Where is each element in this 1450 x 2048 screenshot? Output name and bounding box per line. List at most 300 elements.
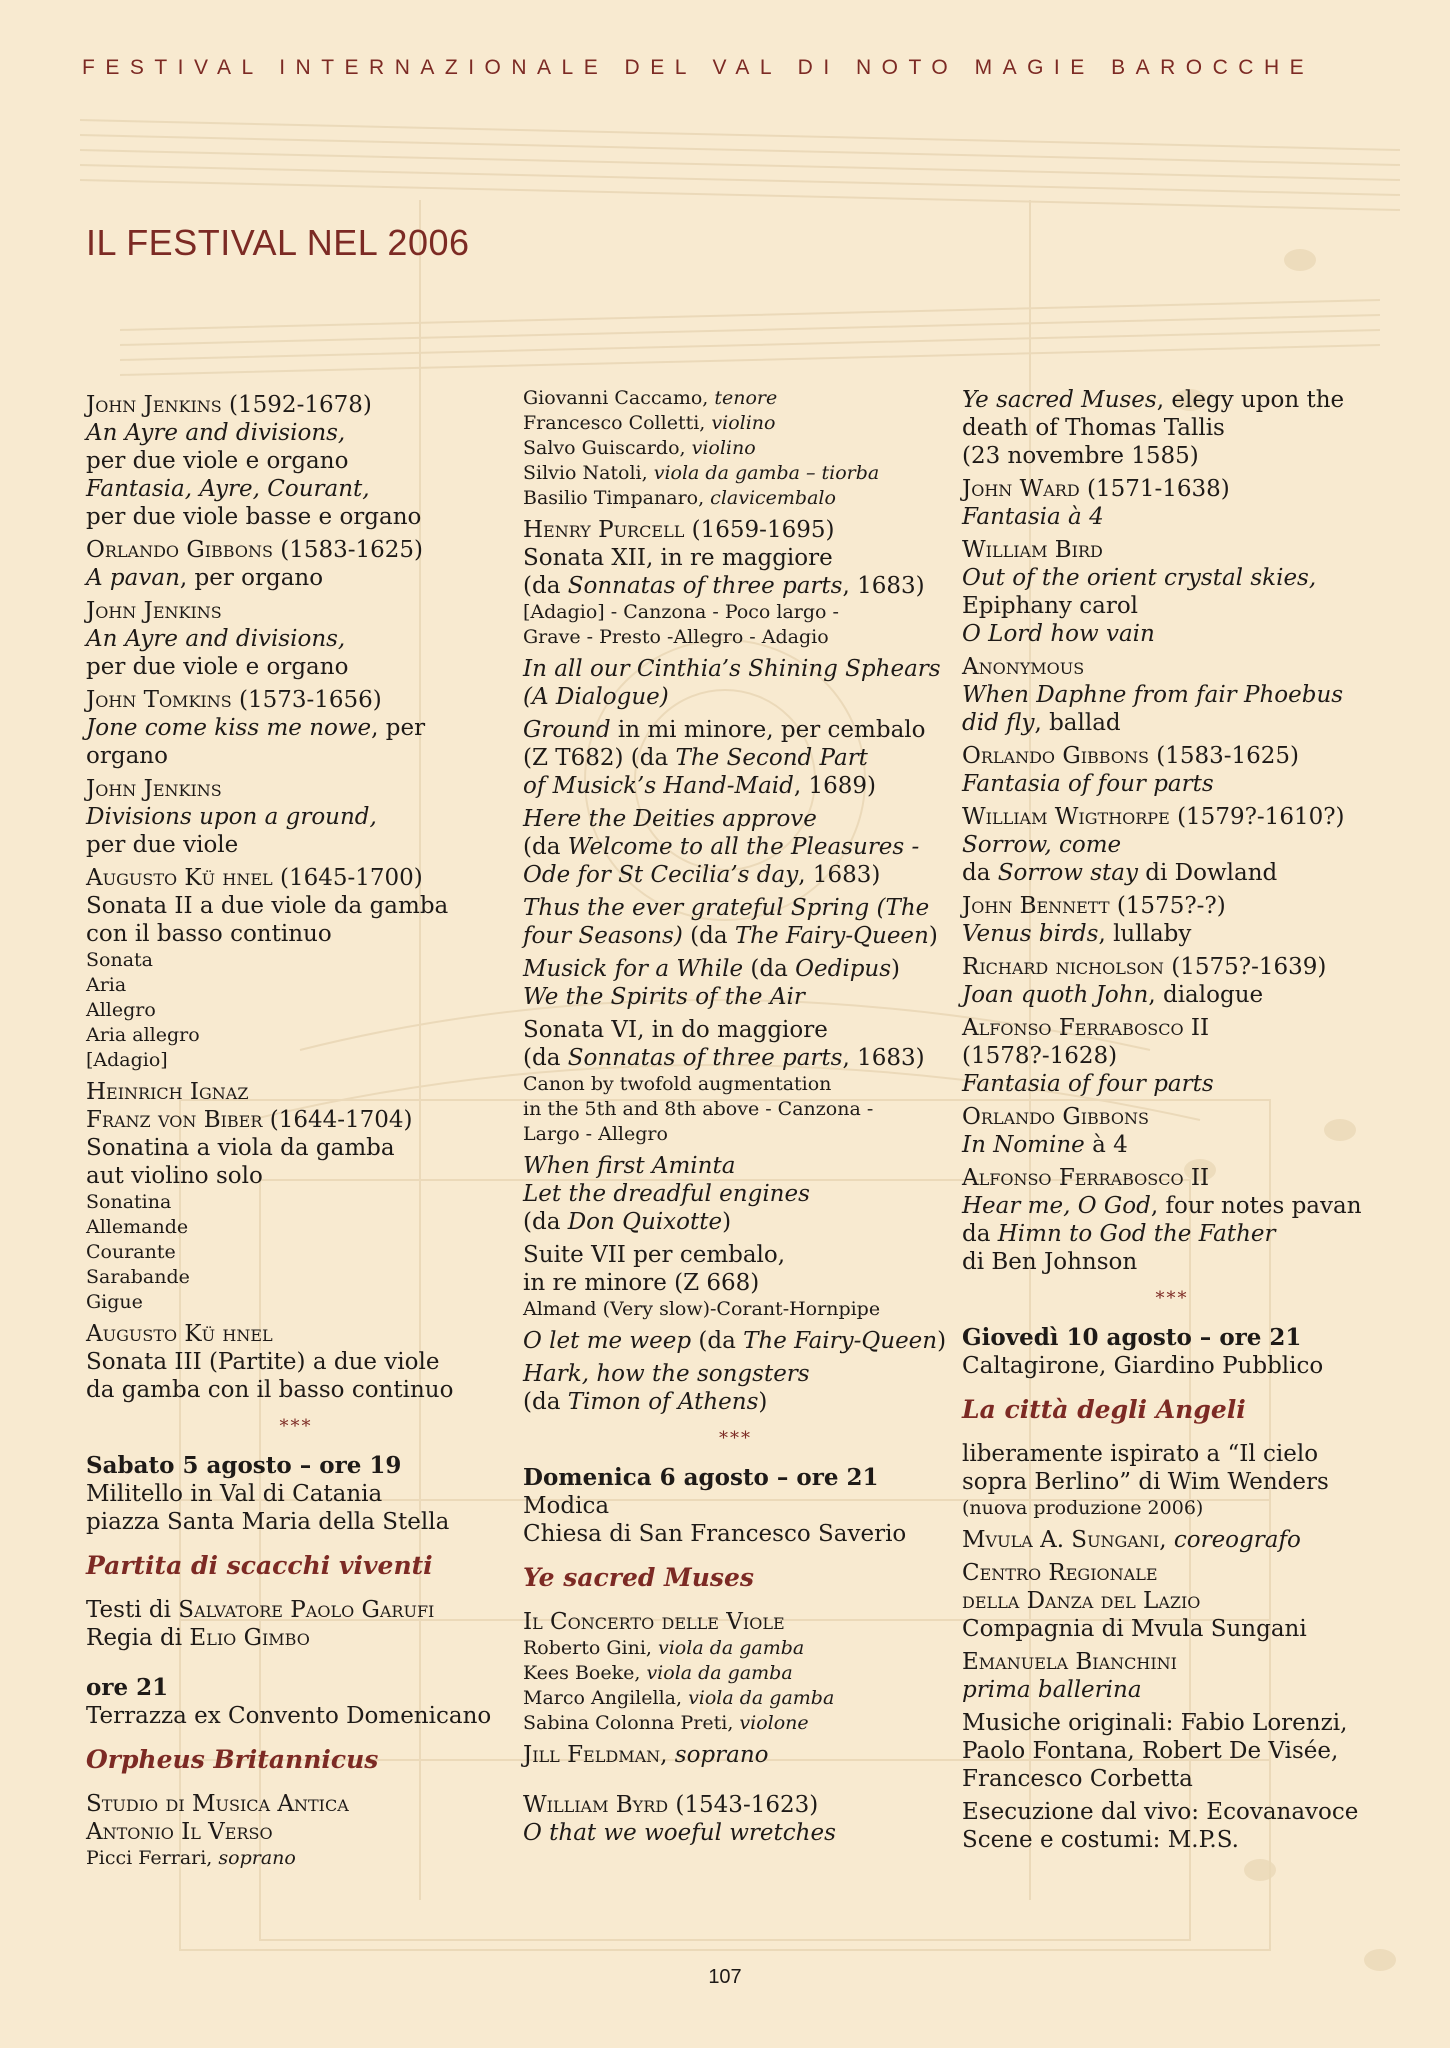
text-span: (1543-1623) bbox=[668, 1792, 819, 1818]
text-span: prima ballerina bbox=[962, 1677, 1142, 1703]
text-span: , bbox=[660, 1742, 675, 1768]
text-span: Giovanni Caccamo, bbox=[523, 387, 715, 409]
entry-line bbox=[962, 920, 1382, 948]
entry-line bbox=[962, 1324, 1382, 1352]
entry-heading bbox=[962, 1559, 1382, 1587]
text-span: We the Spirits of the Air bbox=[523, 984, 805, 1010]
text-span: piazza Santa Maria della Stella bbox=[86, 1509, 450, 1535]
entry-movements bbox=[523, 600, 948, 625]
text-span: Henry Purcell bbox=[523, 517, 685, 543]
text-span: Canon by twofold augmentation bbox=[523, 1073, 832, 1095]
entry-line bbox=[86, 892, 506, 920]
entry-line bbox=[962, 1042, 1382, 1070]
text-span: (da bbox=[523, 1209, 568, 1235]
text-span: When Daphne from fair Phoebus bbox=[962, 682, 1344, 708]
entry-detail bbox=[86, 1240, 506, 1265]
entry-line bbox=[962, 414, 1382, 442]
text-span: Fantasia, Ayre, Courant, bbox=[86, 476, 370, 502]
text-span: viola da gamba bbox=[658, 1637, 805, 1659]
text-span: , 1683) bbox=[842, 573, 925, 599]
text-span: Sonatina a viola da gamba bbox=[86, 1135, 395, 1161]
entry-line bbox=[523, 1180, 948, 1208]
text-span: William Bird bbox=[962, 537, 1103, 563]
text-span: ) bbox=[928, 923, 938, 949]
text-span: Epiphany carol bbox=[962, 593, 1139, 619]
text-span: ) bbox=[758, 1389, 768, 1415]
entry-line bbox=[86, 1480, 506, 1508]
entry-heading bbox=[962, 1798, 1382, 1826]
entry-heading bbox=[523, 516, 948, 544]
entry-detail bbox=[523, 486, 948, 511]
text-span: (1583-1625) bbox=[272, 537, 424, 563]
entry-line bbox=[962, 592, 1382, 620]
text-span: Musick for a While bbox=[523, 956, 744, 982]
entry-line bbox=[962, 1615, 1382, 1643]
text-span: Jill Feldman bbox=[523, 1742, 661, 1768]
text-span: viola da gamba – tiorba bbox=[653, 462, 880, 484]
text-span: John Ward bbox=[962, 476, 1080, 502]
text-span: Modica bbox=[523, 1493, 610, 1519]
entry-heading bbox=[86, 1320, 506, 1348]
entry-detail bbox=[962, 1496, 1382, 1521]
text-span: Sonatina bbox=[86, 1191, 172, 1213]
text-span: The Fairy-Queen bbox=[743, 1328, 938, 1354]
text-span: violino bbox=[691, 437, 756, 459]
text-span: John Jenkins bbox=[86, 776, 222, 802]
entry-movements bbox=[523, 1297, 948, 1322]
entry-line bbox=[523, 1208, 948, 1236]
entry-heading bbox=[523, 1327, 948, 1355]
text-span: Orlando Gibbons bbox=[86, 537, 273, 563]
text-span: coreografo bbox=[1173, 1527, 1301, 1553]
entry-line bbox=[86, 447, 506, 475]
text-span: Giovedì 10 agosto – ore 21 bbox=[962, 1324, 1302, 1351]
text-span: viola da gamba bbox=[646, 1662, 793, 1684]
entry-line bbox=[86, 1134, 506, 1162]
entry-movements bbox=[523, 1097, 948, 1122]
entry-detail bbox=[523, 461, 948, 486]
text-span: death of Thomas Tallis bbox=[962, 415, 1225, 441]
text-span: Esecuzione dal vivo: Ecovanavoce bbox=[962, 1799, 1359, 1825]
entry-line bbox=[962, 981, 1382, 1009]
entry-heading bbox=[962, 1648, 1382, 1676]
text-span: Courante bbox=[86, 1241, 176, 1263]
text-span: Roberto Gini, bbox=[523, 1637, 658, 1659]
text-span: Francesco Corbetta bbox=[962, 1766, 1193, 1792]
text-span: John Jenkins bbox=[86, 598, 222, 624]
text-span: Divisions upon a ground, bbox=[86, 804, 377, 830]
text-span: tenore bbox=[714, 387, 778, 409]
entry-line bbox=[523, 683, 948, 711]
text-span: Fantasia of four parts bbox=[962, 1071, 1214, 1097]
text-span: John Jenkins bbox=[86, 392, 222, 418]
text-span: Here the Deities approve bbox=[523, 806, 817, 832]
text-span: (1645-1700) bbox=[272, 865, 423, 891]
text-span: , dialogue bbox=[1148, 982, 1264, 1008]
entry-line bbox=[523, 983, 948, 1011]
entry-heading bbox=[962, 953, 1382, 981]
program-column-3 bbox=[962, 386, 1382, 1854]
entry-line bbox=[523, 744, 948, 772]
text-span: Welcome to all the Pleasures - bbox=[567, 834, 920, 860]
entry-heading bbox=[962, 892, 1382, 920]
text-span: Sonata VI, in do maggiore bbox=[523, 1017, 828, 1043]
entry-detail bbox=[86, 1023, 506, 1048]
page-number: 107 bbox=[708, 1966, 742, 1988]
text-span: Scene e costumi: M.P.S. bbox=[962, 1827, 1239, 1853]
text-span: Testi di bbox=[86, 1597, 179, 1623]
entry-line bbox=[523, 1269, 948, 1297]
text-span: In all our Cinthia’s Shining Sphears bbox=[523, 656, 941, 682]
entry-heading bbox=[962, 1103, 1382, 1131]
text-span: Aria allegro bbox=[86, 1024, 200, 1046]
text-span: William Wigthorpe bbox=[962, 804, 1170, 830]
text-span: Heinrich Ignaz bbox=[86, 1079, 249, 1105]
entry-line bbox=[86, 714, 506, 770]
entry-line bbox=[86, 1106, 506, 1134]
text-span: Ye sacred Muses bbox=[523, 1563, 754, 1592]
text-span: Sonata III (Partite) a due viole bbox=[86, 1349, 440, 1375]
program-column-2 bbox=[523, 386, 948, 1847]
entry-heading bbox=[523, 805, 948, 833]
entry-line bbox=[962, 859, 1382, 887]
entry-detail bbox=[523, 386, 948, 411]
entry-heading bbox=[86, 864, 506, 892]
entry-line bbox=[962, 1352, 1382, 1380]
entry-heading bbox=[962, 1526, 1382, 1554]
text-span: *** bbox=[1155, 1288, 1189, 1309]
text-span: [Adagio] - Canzona - Poco largo - bbox=[523, 601, 839, 623]
entry-line bbox=[523, 572, 948, 600]
text-span: Sarabande bbox=[86, 1266, 190, 1288]
text-span: Studio di Musica Antica bbox=[86, 1791, 349, 1817]
entry-line bbox=[962, 1587, 1382, 1615]
text-span: four Seasons) bbox=[523, 923, 683, 949]
text-span: Franz von Biber bbox=[86, 1107, 263, 1133]
entry-line bbox=[962, 1765, 1382, 1793]
entry-line bbox=[86, 1596, 506, 1624]
text-span: of Musick’s Hand-Maid bbox=[523, 773, 794, 799]
text-span: Augusto Kü hnel bbox=[86, 1321, 273, 1347]
text-span: Fantasia à 4 bbox=[962, 504, 1104, 530]
text-span: O Lord how vain bbox=[962, 621, 1155, 647]
entry-detail bbox=[523, 436, 948, 461]
text-span: di Ben Johnson bbox=[962, 1249, 1138, 1275]
text-span: *** bbox=[279, 1416, 313, 1437]
text-span: Partita di scacchi viventi bbox=[86, 1551, 433, 1580]
event-title bbox=[962, 1394, 1382, 1426]
text-span: ) bbox=[722, 1209, 732, 1235]
text-span: When first Aminta bbox=[523, 1153, 736, 1179]
entry-heading bbox=[523, 655, 948, 683]
entry-heading bbox=[523, 1241, 948, 1269]
entry-line bbox=[86, 1624, 506, 1652]
entry-line bbox=[86, 1508, 506, 1536]
entry-heading bbox=[86, 775, 506, 803]
text-span: (Z T682) (da bbox=[523, 745, 676, 771]
text-span: , per organo bbox=[179, 565, 324, 591]
event-title bbox=[86, 1550, 506, 1582]
entry-detail bbox=[86, 1846, 506, 1871]
entry-heading bbox=[962, 742, 1382, 770]
entry-line bbox=[523, 1819, 948, 1847]
text-span: Richard nicholson bbox=[962, 954, 1164, 980]
entry-line bbox=[86, 803, 506, 831]
text-span: A pavan bbox=[86, 565, 180, 591]
entry-heading bbox=[86, 686, 506, 714]
text-span: di Dowland bbox=[1137, 860, 1278, 886]
text-span: O that we woeful wretches bbox=[523, 1820, 836, 1846]
text-span: Venus birds bbox=[962, 921, 1099, 947]
text-span: (1592-1678) bbox=[221, 392, 372, 418]
text-span: , elegy upon the bbox=[1156, 387, 1345, 413]
entry-line bbox=[86, 831, 506, 859]
text-span: della Danza del Lazio bbox=[962, 1588, 1201, 1614]
entry-line bbox=[962, 620, 1382, 648]
text-span: [Adagio] bbox=[86, 1049, 168, 1071]
text-span: John Tomkins bbox=[86, 687, 232, 713]
entry-heading bbox=[523, 1741, 948, 1769]
entry-line bbox=[962, 1192, 1382, 1220]
text-span: An Ayre and divisions, bbox=[86, 626, 346, 652]
entry-line bbox=[962, 1220, 1382, 1248]
text-span: Militello in Val di Catania bbox=[86, 1481, 383, 1507]
entry-line bbox=[962, 564, 1382, 592]
text-span: sopra Berlino” di Wim Wenders bbox=[962, 1469, 1329, 1495]
text-span: (da bbox=[523, 573, 568, 599]
program-column-1 bbox=[86, 386, 506, 1871]
entry-detail bbox=[86, 973, 506, 998]
text-span: per due viole basse e organo bbox=[86, 504, 422, 530]
text-span: (1573-1656) bbox=[231, 687, 382, 713]
text-span: da bbox=[962, 1221, 998, 1247]
text-span: Kees Boeke, bbox=[523, 1662, 647, 1684]
entry-line bbox=[86, 419, 506, 447]
text-span: O let me weep bbox=[523, 1328, 692, 1354]
text-span: Hark, how the songsters bbox=[523, 1361, 810, 1387]
entry-line bbox=[962, 1248, 1382, 1276]
entry-heading bbox=[523, 1360, 948, 1388]
text-span: Allegro bbox=[86, 999, 156, 1021]
entry-line bbox=[962, 681, 1382, 709]
entry-detail bbox=[86, 1290, 506, 1315]
section-separator bbox=[962, 1286, 1382, 1312]
entry-line bbox=[523, 861, 948, 889]
text-span: William Byrd bbox=[523, 1792, 669, 1818]
entry-movements bbox=[523, 625, 948, 650]
text-span: The Fairy-Queen bbox=[734, 923, 929, 949]
entry-heading bbox=[962, 536, 1382, 564]
text-span: Sorrow, come bbox=[962, 832, 1122, 858]
entry-heading bbox=[86, 1078, 506, 1106]
text-span: Sabato 5 agosto – ore 19 bbox=[86, 1452, 402, 1479]
entry-heading bbox=[86, 391, 506, 419]
entry-detail bbox=[86, 998, 506, 1023]
event-title bbox=[523, 1562, 948, 1594]
text-span: Sabina Colonna Preti, bbox=[523, 1712, 740, 1734]
text-span: Terrazza ex Convento Domenicano bbox=[86, 1703, 492, 1729]
text-span: Anonymous bbox=[962, 654, 1085, 680]
text-span: Gigue bbox=[86, 1291, 143, 1313]
entry-detail bbox=[523, 1711, 948, 1736]
entry-detail bbox=[523, 411, 948, 436]
text-span: Alfonso Ferrabosco II bbox=[962, 1015, 1210, 1041]
event-title bbox=[86, 1744, 506, 1776]
text-span: (1579?-1610?) bbox=[1169, 804, 1345, 830]
text-span: Don Quixotte bbox=[567, 1209, 723, 1235]
text-span: per due viole e organo bbox=[86, 448, 349, 474]
entry-line bbox=[962, 1468, 1382, 1496]
text-span: Sonata bbox=[86, 949, 153, 971]
text-span: (da bbox=[682, 923, 735, 949]
entry-heading bbox=[523, 955, 948, 983]
entry-line bbox=[86, 920, 506, 948]
text-span: da bbox=[962, 860, 998, 886]
entry-line bbox=[523, 1791, 948, 1819]
text-span: Orlando Gibbons bbox=[962, 1104, 1149, 1130]
entry-line bbox=[962, 1676, 1382, 1704]
text-span: clavicembalo bbox=[710, 487, 836, 509]
text-span: (1575?-1639) bbox=[1163, 954, 1327, 980]
text-span: , per organo bbox=[86, 715, 426, 769]
text-span: Mvula A. Sungani bbox=[962, 1527, 1160, 1553]
text-span: soprano bbox=[674, 1742, 769, 1768]
text-span: (nuova produzione 2006) bbox=[962, 1497, 1204, 1519]
entry-line bbox=[962, 1070, 1382, 1098]
entry-line bbox=[962, 770, 1382, 798]
text-span: Almand (Very slow)-Corant-Hornpipe bbox=[523, 1298, 881, 1320]
text-span: à 4 bbox=[1084, 1132, 1128, 1158]
text-span: , 1683) bbox=[842, 1045, 925, 1071]
text-span: Regia di bbox=[86, 1625, 190, 1651]
text-span: (A Dialogue) bbox=[523, 684, 669, 710]
text-span: La città degli Angeli bbox=[962, 1395, 1246, 1424]
text-span: Basilio Timpanaro, bbox=[523, 487, 711, 509]
entry-heading bbox=[523, 716, 948, 744]
entry-detail bbox=[86, 1190, 506, 1215]
entry-detail bbox=[523, 1661, 948, 1686]
entry-line bbox=[962, 1826, 1382, 1854]
text-span: Sonnatas of three parts bbox=[567, 573, 843, 599]
text-span: Chiesa di San Francesco Saverio bbox=[523, 1521, 907, 1547]
text-span: Aria bbox=[86, 974, 127, 996]
text-span: Sonata II a due viole da gamba bbox=[86, 893, 449, 919]
text-span: Orlando Gibbons bbox=[962, 743, 1149, 769]
text-span: (23 novembre 1585) bbox=[962, 443, 1199, 469]
text-span: ore 21 bbox=[86, 1674, 169, 1701]
text-span: viola da gamba bbox=[688, 1687, 835, 1709]
entry-line bbox=[523, 1520, 948, 1548]
entry-line bbox=[86, 475, 506, 503]
entry-line bbox=[86, 1452, 506, 1480]
text-span: (da bbox=[523, 834, 568, 860]
entry-movements bbox=[523, 1122, 948, 1147]
text-span: in the 5th and 8th above - Canzona - bbox=[523, 1098, 874, 1120]
text-span: Compagnia di Mvula Sungani bbox=[962, 1616, 1307, 1642]
entry-heading bbox=[962, 1014, 1382, 1042]
entry-heading bbox=[86, 536, 506, 564]
entry-line bbox=[523, 772, 948, 800]
text-span: per due viole bbox=[86, 832, 239, 858]
entry-line bbox=[523, 922, 948, 950]
entry-line bbox=[86, 503, 506, 531]
text-span: did fly bbox=[962, 710, 1035, 736]
text-span: (da bbox=[523, 1389, 568, 1415]
entry-heading bbox=[86, 597, 506, 625]
text-span: Ode for St Cecilia’s day bbox=[523, 862, 799, 888]
entry-heading bbox=[962, 475, 1382, 503]
entry-heading bbox=[523, 894, 948, 922]
text-span: Oedipus bbox=[795, 956, 892, 982]
text-span: aut violino solo bbox=[86, 1163, 263, 1189]
text-span: Marco Angilella, bbox=[523, 1687, 689, 1709]
text-span: Out of the orient crystal skies, bbox=[962, 565, 1317, 591]
text-span: (1659-1695) bbox=[684, 517, 835, 543]
entry-line bbox=[962, 1440, 1382, 1468]
text-span: per due viole e organo bbox=[86, 654, 349, 680]
text-span: soprano bbox=[218, 1847, 296, 1869]
text-span: Sonata XII, in re maggiore bbox=[523, 545, 833, 571]
text-span: Emanuela Bianchini bbox=[962, 1649, 1177, 1675]
text-span: *** bbox=[719, 1428, 752, 1449]
entry-heading bbox=[962, 1164, 1382, 1192]
entry-line bbox=[86, 1674, 506, 1702]
text-span: da gamba con il basso continuo bbox=[86, 1377, 454, 1403]
text-span: , four notes pavan bbox=[1150, 1193, 1362, 1219]
text-span: Grave - Presto -Allegro - Adagio bbox=[523, 626, 829, 648]
entry-line bbox=[523, 833, 948, 861]
entry-heading bbox=[523, 1016, 948, 1044]
text-span: John Bennett bbox=[962, 893, 1110, 919]
entry-line bbox=[86, 625, 506, 653]
text-span: Suite VII per cembalo, bbox=[523, 1242, 786, 1268]
text-span: (1583-1625) bbox=[1148, 743, 1300, 769]
text-span: ) bbox=[891, 956, 901, 982]
text-span: Augusto Kü hnel bbox=[86, 865, 273, 891]
text-span: Salvatore Paolo Garufi bbox=[178, 1597, 435, 1623]
text-span: Himn to God the Father bbox=[997, 1221, 1276, 1247]
text-span: Allemande bbox=[86, 1216, 189, 1238]
entry-detail bbox=[86, 1265, 506, 1290]
entry-line bbox=[523, 1044, 948, 1072]
entry-movements bbox=[523, 1072, 948, 1097]
text-span: ) bbox=[937, 1328, 947, 1354]
text-span: Il Concerto delle Viole bbox=[523, 1609, 785, 1635]
text-span: (da bbox=[523, 1045, 568, 1071]
text-span: con il basso continuo bbox=[86, 921, 332, 947]
entry-line bbox=[86, 1702, 506, 1730]
entry-line bbox=[86, 1376, 506, 1404]
text-span: Sorrow stay bbox=[997, 860, 1138, 886]
text-span: Silvio Natoli, bbox=[523, 462, 654, 484]
section-separator bbox=[523, 1426, 948, 1452]
text-span: Let the dreadful engines bbox=[523, 1181, 810, 1207]
entry-line bbox=[962, 1131, 1382, 1159]
text-span: Elio Gimbo bbox=[189, 1625, 310, 1651]
text-span: Paolo Fontana, Robert De Visée, bbox=[962, 1738, 1339, 1764]
text-span: Ye sacred Muses bbox=[962, 387, 1157, 413]
running-header: FESTIVAL INTERNAZIONALE DEL VAL DI NOTO MAGIE BAROCCHE bbox=[82, 56, 1315, 79]
entry-line bbox=[962, 831, 1382, 859]
entry-detail bbox=[86, 1215, 506, 1240]
entry-line bbox=[962, 503, 1382, 531]
text-span: Domenica 6 agosto – ore 21 bbox=[523, 1464, 879, 1491]
text-span: Musiche originali: Fabio Lorenzi, bbox=[962, 1710, 1348, 1736]
entry-line bbox=[86, 1818, 506, 1846]
text-span: Fantasia of four parts bbox=[962, 771, 1214, 797]
entry-line bbox=[523, 1388, 948, 1416]
text-span: , bbox=[1159, 1527, 1174, 1553]
